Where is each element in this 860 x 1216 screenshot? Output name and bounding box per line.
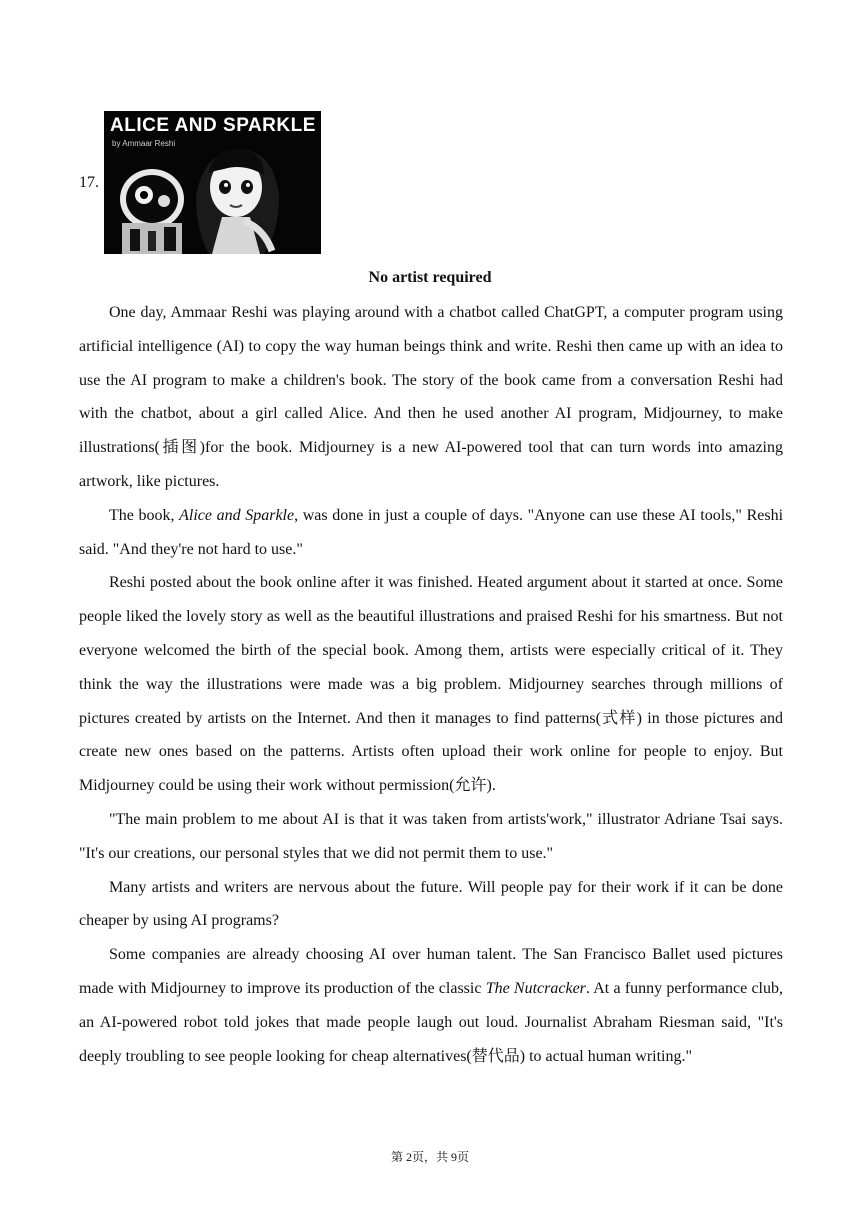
paragraph-5: Many artists and writers are nervous about the future. Will people pay for their work if it can be done cheaper by using AI programs? — [79, 878, 783, 930]
paragraph-1: One day, Ammaar Reshi was playing around with a chatbot called ChatGPT, a computer program using artificial intelligence (AI) to copy the way human beings think and write. Reshi then came up with an idea to use the AI program to make a children's book. The story of the book came from a conversation Reshi had with the chatbot, about a girl called Alice. And then he used another AI program, Midjourney, to make illustrations(插图)for the book. Midjourney is a new AI-powered tool that can turn words into amazing artwork, like pictures. — [79, 304, 783, 490]
text-span: The book, — [109, 506, 180, 524]
article-body — [79, 296, 783, 1073]
text-span: , was done in just a couple of days. "Anyone can use these AI tools," Reshi said. "And they're not hard to use." — [79, 506, 784, 558]
paragraph-2 — [79, 499, 783, 567]
paragraph-4: "The main problem to me about AI is that it was taken from artists'work," illustrator Adriane Tsai says. "It's our creations, our personal styles that we did not permit them to use." — [79, 810, 783, 862]
paragraph-3: Reshi posted about the book online after it was finished. Heated argument about it started at once. Some people liked the lovely story as well as the beautiful illustrations and praised Reshi for his smartness. But not everyone welcomed the birth of the special book. Among them, artists were especially critical of it. They think the way the illustrations were made was a big problem. Midjourney searches through millions of pictures created by artists on the Internet. And then it manages to find patterns(式样) in those pictures and create new ones based on the patterns. Artists often upload their work online for people to enjoy. But Midjourney could be using their work without permission(允许). — [79, 574, 783, 795]
book-title: Alice and Sparkle — [179, 506, 295, 524]
book-cover-image — [104, 111, 321, 254]
question-number: 17. — [79, 174, 99, 191]
paragraph-6 — [79, 938, 783, 1073]
article-title: No artist required — [368, 269, 492, 286]
production-title: The Nutcracker — [485, 979, 586, 997]
page-footer: 第 2页，共 9页 — [390, 1150, 469, 1164]
cover-title: ALICE AND SPARKLE — [110, 115, 316, 136]
cover-subtitle: by Ammaar Reshi — [112, 139, 176, 148]
text-span: . At a funny performance club, an AI-powered robot told jokes that made people laugh out loud. Journalist Abraham Riesman said, "It's deeply troubling to see people looking for cheap alternatives(替代品) to actual human writing." — [79, 979, 783, 1065]
text-span: Some companies are already choosing AI over human talent. The San Francisco Ballet used pictures made with Midjourney to improve its production of the classic — [79, 946, 783, 997]
